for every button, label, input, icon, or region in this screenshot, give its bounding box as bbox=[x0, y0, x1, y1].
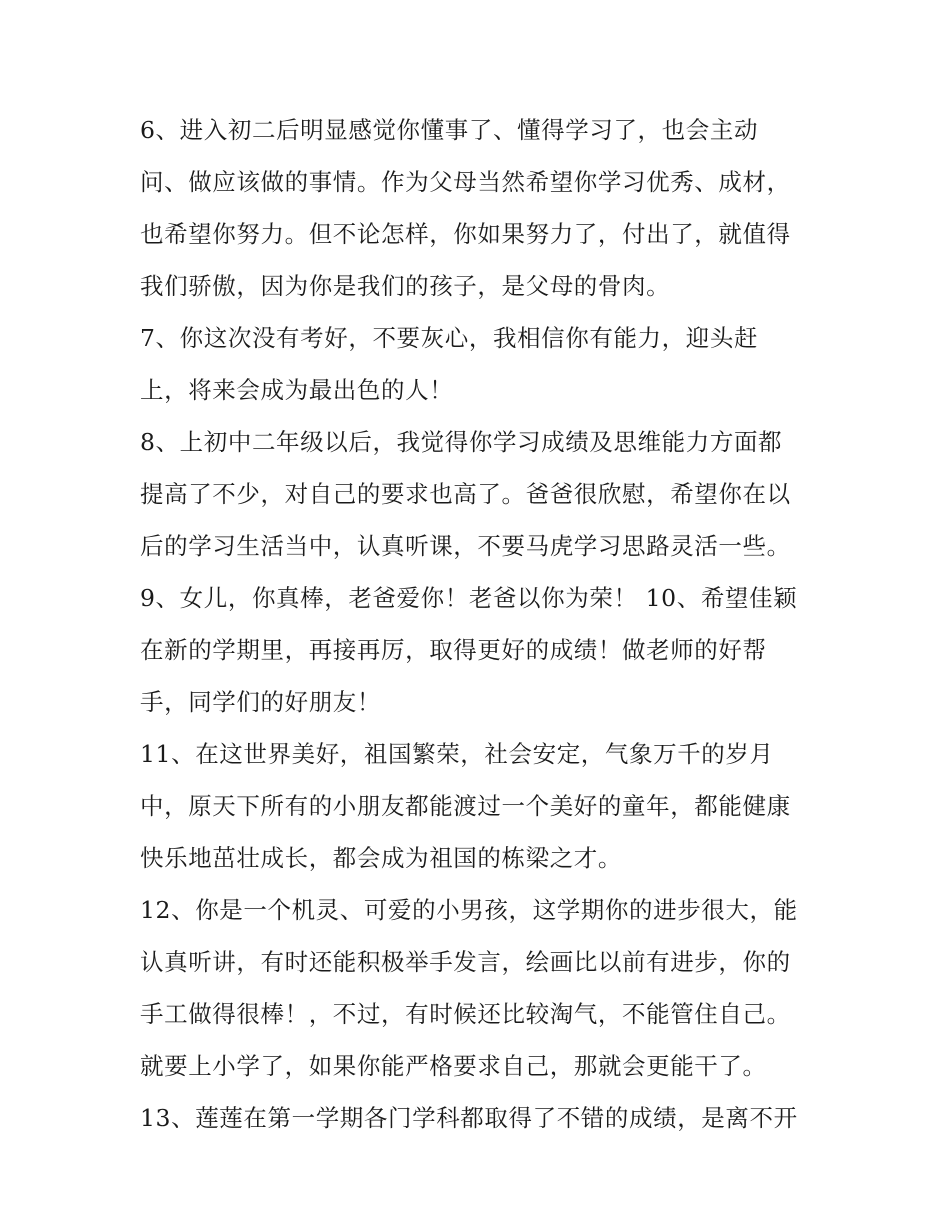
text-line: 6、进入初二后明显感觉你懂事了、懂得学习了，也会主动 bbox=[140, 116, 759, 144]
text-line: 在新的学期里，再接再厉，取得更好的成绩！做老师的好帮 bbox=[140, 636, 767, 664]
text-line: 手工做得很棒！，不过，有时候还比较淘气，不能管住自己。 bbox=[140, 1000, 791, 1028]
text-line: 7、你这次没有考好，不要灰心，我相信你有能力，迎头赶 bbox=[140, 324, 759, 352]
text-line: 8、上初中二年级以后，我觉得你学习成绩及思维能力方面都 bbox=[140, 428, 783, 456]
text-line: 就要上小学了，如果你能严格要求自己，那就会更能干了。 bbox=[140, 1052, 767, 1080]
text-line: 我们骄傲，因为你是我们的孩子，是父母的骨肉。 bbox=[140, 272, 671, 300]
text-line: 12、你是一个机灵、可爱的小男孩，这学期你的进步很大，能 bbox=[140, 896, 798, 924]
text-line: 中，原天下所有的小朋友都能渡过一个美好的童年，都能健康 bbox=[140, 792, 791, 820]
text-line: 认真听讲，有时还能积极举手发言，绘画比以前有进步，你的 bbox=[140, 948, 791, 976]
text-line: 也希望你努力。但不论怎样，你如果努力了，付出了，就值得 bbox=[140, 220, 791, 248]
text-line: 上，将来会成为最出色的人！ bbox=[140, 376, 454, 404]
text-line: 快乐地茁壮成长，都会成为祖国的栋梁之才。 bbox=[140, 844, 622, 872]
text-line: 11、在这世界美好，祖国繁荣，社会安定，气象万千的岁月 bbox=[140, 740, 774, 768]
text-line: 提高了不少，对自己的要求也高了。爸爸很欣慰，希望你在以 bbox=[140, 480, 791, 508]
text-line: 问、做应该做的事情。作为父母当然希望你学习优秀、成材， bbox=[140, 168, 791, 196]
text-line: 13、莲莲在第一学期各门学科都取得了不错的成绩，是离不开 bbox=[140, 1104, 798, 1132]
text-line: 手，同学们的好朋友！ bbox=[140, 688, 381, 716]
text-line: 9、女儿，你真棒，老爸爱你！老爸以你为荣！ 10、希望佳颖 bbox=[140, 584, 798, 612]
text-line: 后的学习生活当中，认真听课，不要马虎学习思路灵活一些。 bbox=[140, 532, 791, 560]
document-body bbox=[140, 104, 820, 1144]
